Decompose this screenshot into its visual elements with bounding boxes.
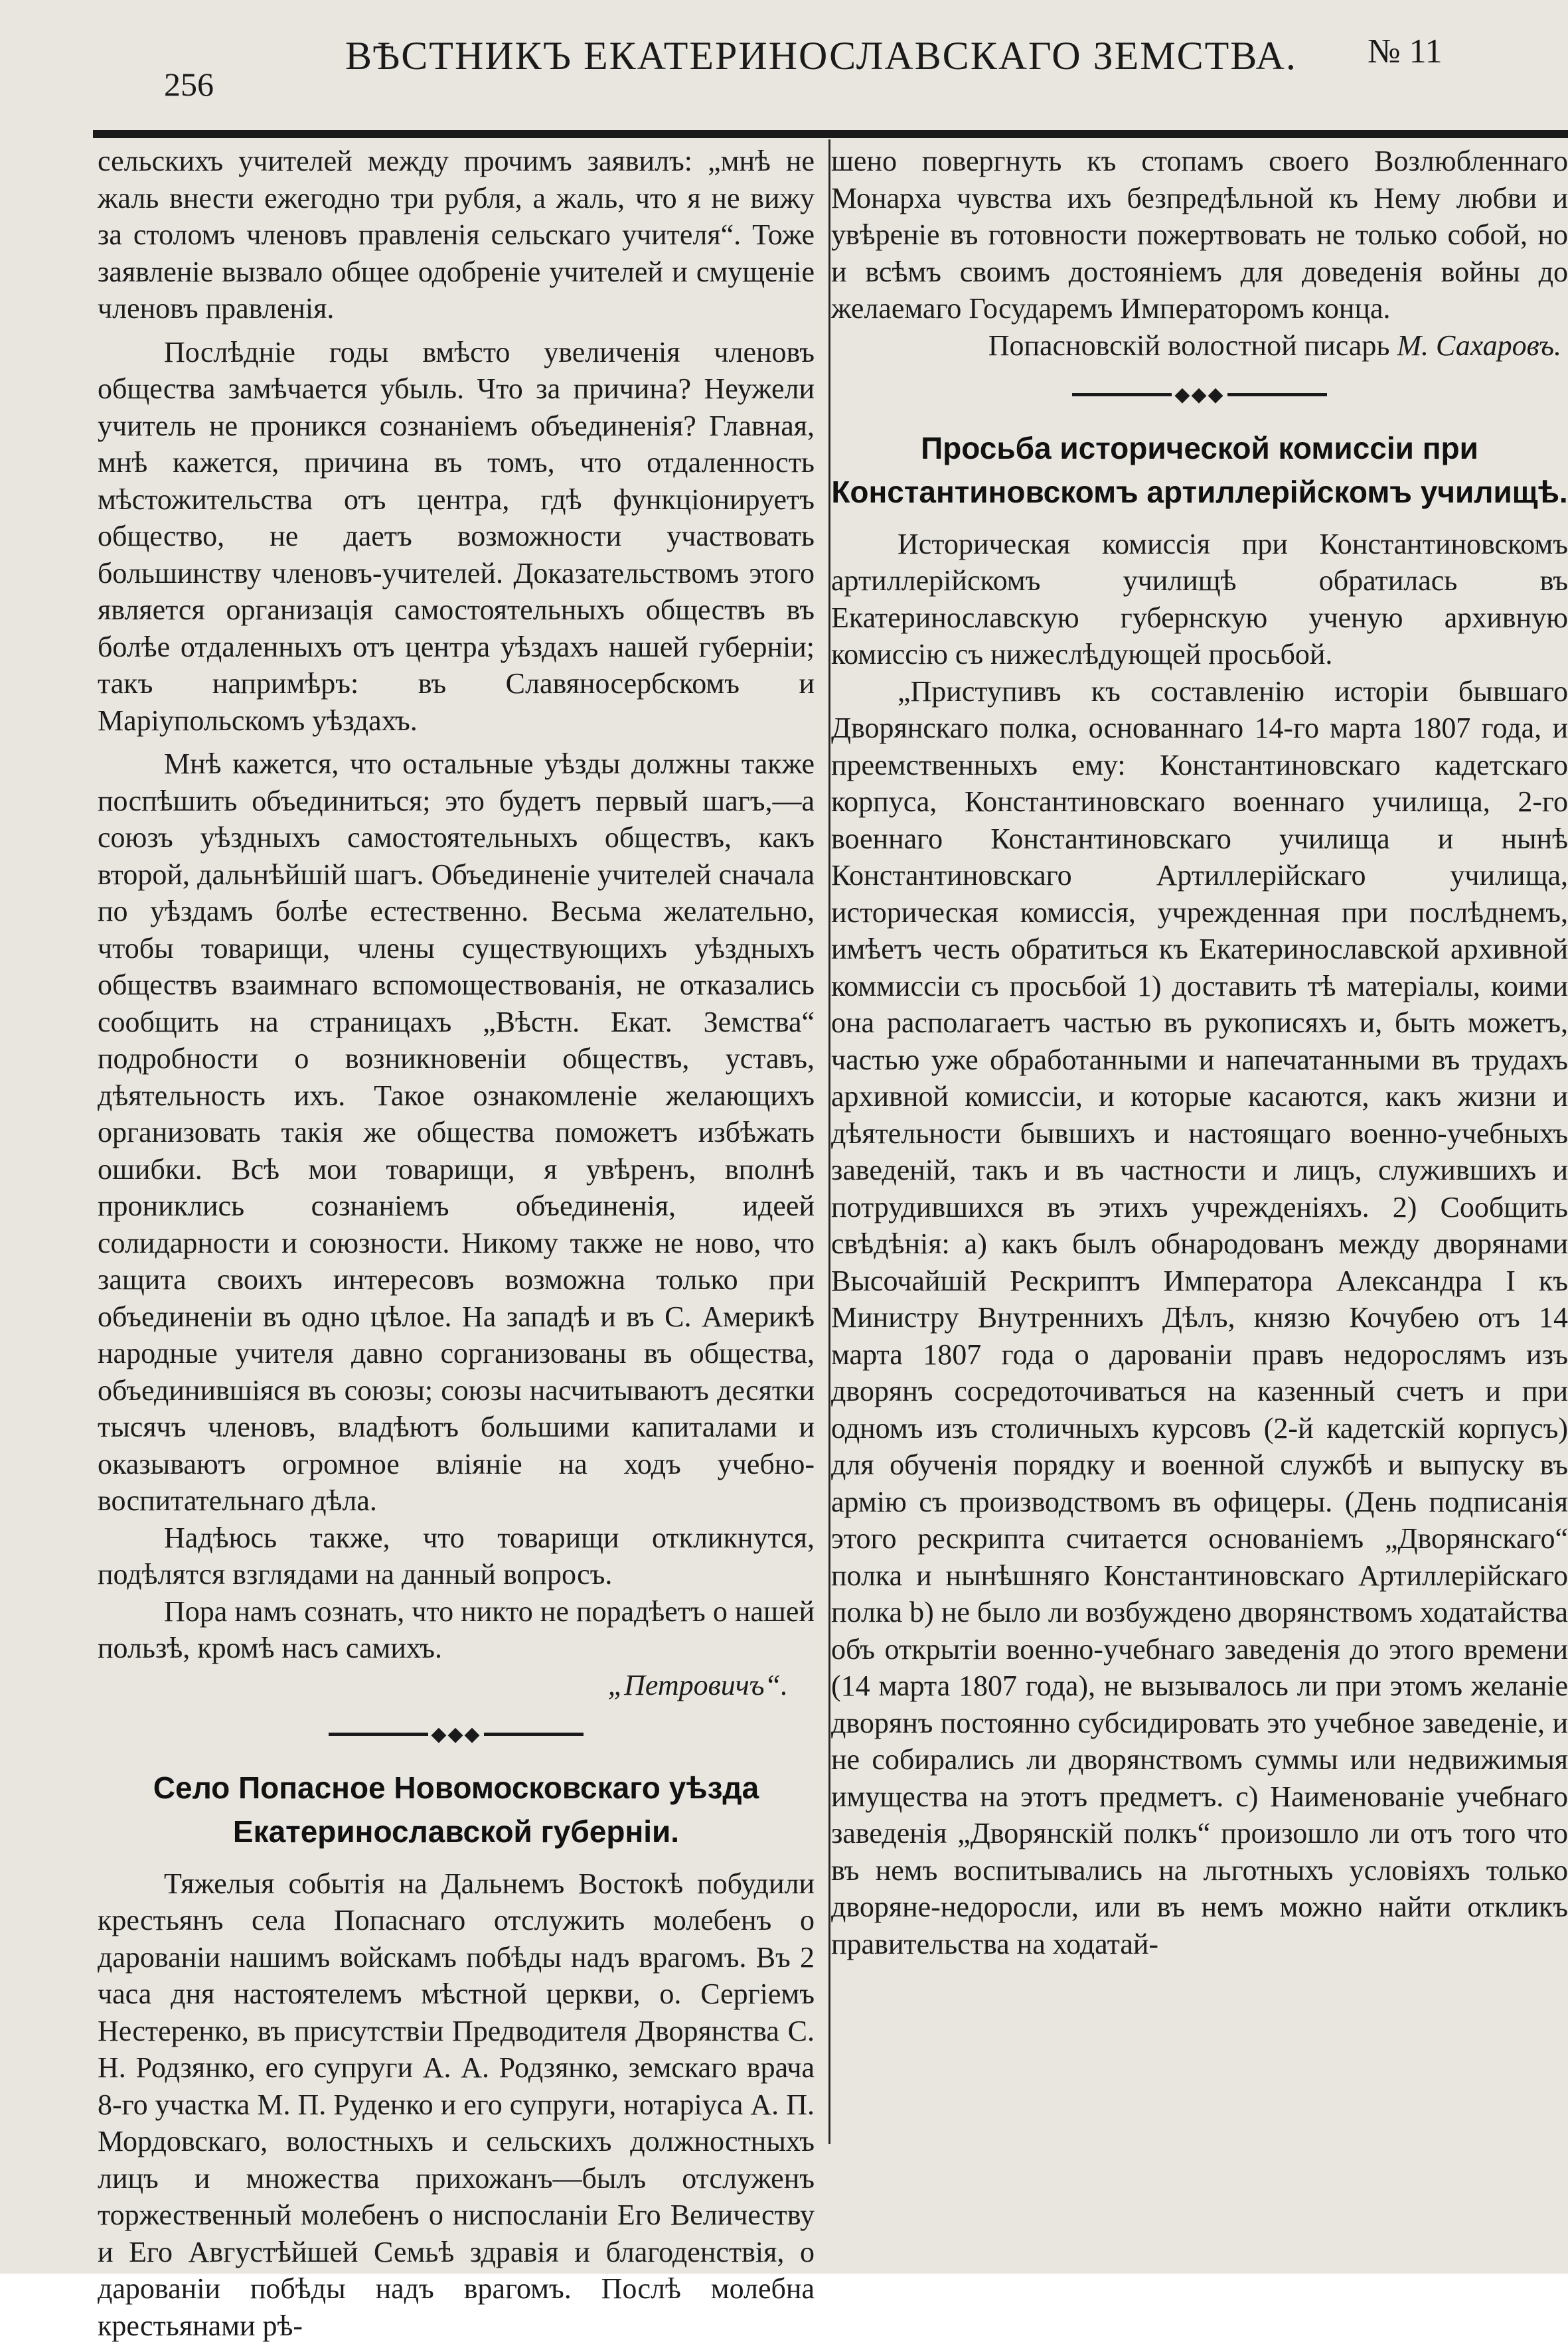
ornament-divider [98, 1709, 815, 1758]
right-column [831, 143, 1568, 1962]
commission-paragraph-2: „Приступивъ къ составленію исторіи бывшаго Дворянскаго полка, основаннаго 14-го марта 1807 года, и преемственныхъ ему: Константиновскаго кадетскаго корпуса, Константиновскаго военнаго училища, 2-го военнаго Константиновскаго училища и нынѣ Константиновскаго Артиллерійскаго училища, историческая комиссія, учрежденная при послѣднемъ, имѣетъ честь обратиться къ Екатеринославской архивной коммиссіи съ просьбой 1) доставить тѣ матеріалы, коими она располагаетъ частью въ рукописяхъ и, быть можетъ, частью уже обработанными и напечатанными въ трудахъ архивной комиссіи, и которые касаются, какъ жизни и дѣятельности бывшихъ и настоящаго военно-учебныхъ заведеній, такъ и въ частности и лицъ, служившихъ и потрудившихся въ этихъ учрежденіяхъ. 2) Сообщить свѣдѣнія: а) какъ былъ обнародованъ между дворянами Высочайшій Рескриптъ Императора Александра I къ Министру Внутреннихъ Дѣлъ, князю Кочубею отъ 14 марта 1807 года о дарованіи правъ недорослямъ изъ дворянъ сосредоточиваться на казенный счетъ и при одномъ изъ столичныхъ курсовъ (2-й кадетскій корпусъ) для обученія порядку и военной службѣ и выпуску въ армію съ производствомъ въ офицеры. (День подписанія этого рескрипта считается основаніемъ „Дворянскаго“ полка и нынѣшняго Константиновскаго Артиллерійскаго полка b) не было ли возбуждено дворянствомъ ходатайства объ открытіи военно-учебнаго заведенія до этого времени (14 марта 1807 года), не вызывалось ли при этомъ желаніе дворянъ постоянно субсидировать это учебное заведеніе, и не собирались ли дворянствомъ суммы или недвижимыя имущества на этотъ предметъ. с) Наименованіе учебнаго заведенія „Дворянскій полкъ“ произошло ли отъ того что въ немъ воспитывались на льготныхъ условіяхъ только дворяне-недоросли, или въ немъ можно найти откликъ правительства на ходатай- [831, 674, 1568, 1960]
left-paragraph-4: Надѣюсь также, что товарищи откликнутся, подѣлятся взглядами на данный вопросъ. [98, 1521, 815, 1591]
signature-prefix: Попасновскій волостной писарь [988, 329, 1390, 362]
ornament-diamonds: ◆◆◆ [1174, 383, 1225, 406]
ornament-bar [1227, 393, 1327, 396]
left-paragraph-5: Пора намъ сознать, что никто не порадѣетъ о нашей пользѣ, кромѣ насъ самихъ. [98, 1595, 815, 1664]
section-paragraph-popasnoe: Тяжелыя событія на Дальнемъ Востокѣ побудили крестьянъ села Попаснаго отслужить молебенъ о дарованіи нашимъ войскамъ побѣды надъ врагомъ. Въ 2 часа дня настоятелемъ мѣстной церкви, о. Сергіемъ Нестеренко, въ присутствіи Предводителя Дворянства С. Н. Родзянко, его супруги А. А. Родзянко, земскаго врача 8-го участка М. П. Руденко и его супруги, нотаріуса А. П. Мордовскаго, волостныхъ и сельскихъ должностныхъ лицъ и множества прихожанъ—былъ отслуженъ торжественный молебенъ о ниспосланіи Его Величеству и Его Августѣйшей Семьѣ здравія и благоденствія, о дарованіи побѣды надъ врагомъ. Послѣ молебна крестьянами рѣ- [98, 1867, 815, 2342]
column-divider [828, 139, 830, 2144]
section-heading-popasnoe: Село Попасное Новомосковскаго уѣзда Екатеринославской губерніи. [153, 1770, 759, 1849]
signature-petrovich: „Петровичъ“. [607, 1668, 788, 1701]
commission-paragraph-1: Историческая комиссія при Константиновскомъ артиллерійскомъ училищѣ обратилась въ Екатеринославскую губернскую ученую архивную комиссію съ нижеслѣдующей просьбой. [831, 527, 1568, 671]
issue-number: № 11 [1368, 33, 1443, 70]
section-heading-commission: Просьба исторической комиссіи при Константиновскомъ артиллерійскомъ училищѣ. [831, 430, 1568, 509]
journal-title: ВѢСТНИКЪ ЕКАТЕРИНОСЛАВСКАГО ЗЕМСТВА. [345, 34, 1297, 78]
header-rule [93, 130, 1568, 138]
ornament-bar [329, 1733, 428, 1736]
page-number: 256 [164, 66, 214, 103]
right-continuation: шено повергнуть къ стопамъ своего Возлюбленнаго Монарха чувства ихъ безпредѣльной къ Нему любви и увѣреніе въ готовности пожертвовать не только собой, но и всѣмъ своимъ достояніемъ для доведенія войны до желаемаго Государемъ Императоромъ конца. [831, 145, 1568, 325]
left-paragraph-2: Послѣдніе годы вмѣсто увеличенія членовъ общества замѣчается убыль. Что за причина? Неужели учитель не проникся сознаніемъ объединенія? Главная, мнѣ кажется, причина въ томъ, что отдаленность мѣстожительства отъ центра, гдѣ функціонируетъ общество, не даетъ возможности участвовать большинству членовъ-учителей. Доказательствомъ этого является организація самостоятельныхъ обществъ въ болѣе отдаленныхъ отъ центра уѣздахъ нашей губерніи; такъ напримѣръ: въ Славяносербскомъ и Маріупольскомъ уѣздахъ. [98, 335, 815, 737]
left-paragraph-1: сельскихъ учителей между прочимъ заявилъ: „мнѣ не жаль внести ежегодно три рубля, а жаль, что я не вижу за столомъ членовъ правленія сельскаго учителя“. Тоже заявленіе вызвало общее одобреніе учителей и смущеніе членовъ правленія. [98, 145, 815, 325]
signature-sakharov [831, 327, 1568, 364]
page-header [0, 0, 1568, 133]
ornament-divider [831, 369, 1568, 418]
left-paragraph-3: Мнѣ кажется, что остальные уѣзды должны также поспѣшить объединиться; это будетъ первый шагъ,—а союзъ уѣздныхъ самостоятельныхъ обществъ, какъ второй, дальнѣйшій шагъ. Объединеніе учителей сначала по уѣздамъ болѣе естественно. Весьма желательно, чтобы товарищи, члены существующихъ уѣздныхъ обществъ взаимнаго вспомоществованія, не отказались сообщить на страницахъ „Вѣстн. Екат. Земства“ подробности о возникновеніи обществъ, уставъ, дѣятельность ихъ. Такое ознакомленіе желающихъ организовать такія же общества поможетъ избѣжать ошибки. Всѣ мои товарищи, я увѣренъ, вполнѣ прониклись сознаніемъ объединенія, идеей солидарности и союзности. Никому также не ново, что защита своихъ интересовъ возможна только при объединеніи въ одно цѣлое. На западѣ и въ С. Америкѣ народные учителя давно сорганизованы въ общества, объединившіяся въ союзы; союзы насчитываютъ десятки тысячъ членовъ, владѣютъ большими капиталами и оказываютъ огромное вліяніе на ходъ учебно-воспитательнаго дѣла. [98, 747, 815, 1517]
ornament-bar [484, 1733, 584, 1736]
ornament-bar [1072, 393, 1172, 396]
signature-name: М. Сахаровъ. [1397, 329, 1561, 362]
left-column [98, 143, 815, 2344]
ornament-diamonds: ◆◆◆ [431, 1723, 481, 1745]
